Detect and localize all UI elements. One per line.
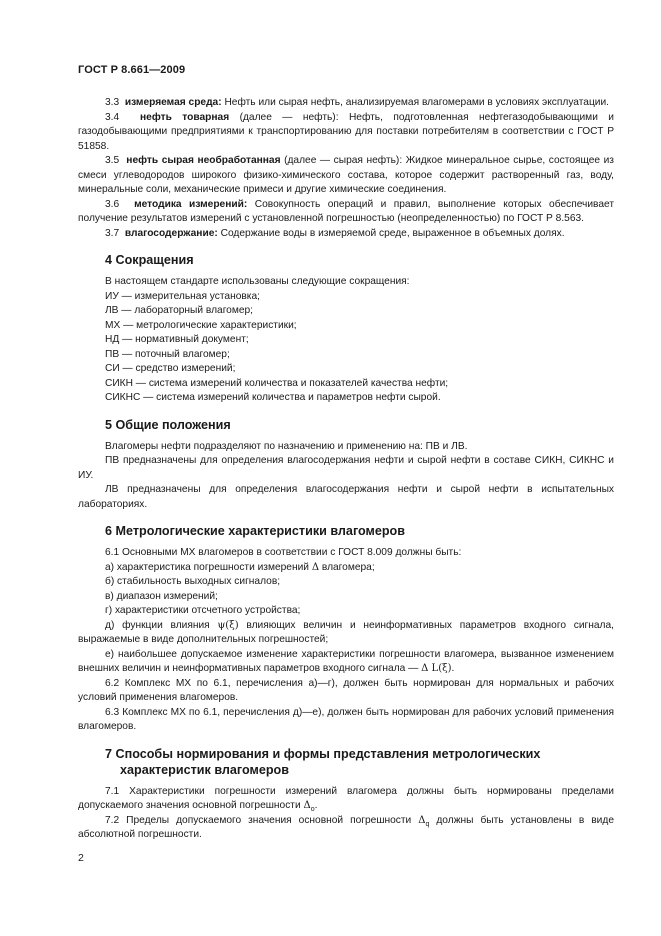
clause-text: . <box>314 800 318 811</box>
delta-symbol: Δ <box>418 814 426 826</box>
definition-text: (далее — сырая нефть): Жидкое минеральное сырье, состоящее из смеси углеводородов широкого физико-химического состава, которое содержит растворенный газ, воду, минеральные соли, механические примеси и другие химические соединения. <box>78 155 614 195</box>
clause-6-1-d <box>78 619 614 648</box>
section-7-title <box>78 746 614 778</box>
clause-text: влагомера; <box>319 561 375 573</box>
clause-text: д) функции влияния <box>105 619 218 631</box>
section-7-title-line: 7 Способы нормирования и формы представления метрологических <box>105 746 541 761</box>
section-6-title: 6 Метрологические характеристики влагомеров <box>105 524 405 538</box>
abbreviation-item: МХ — метрологические характеристики; <box>105 319 297 331</box>
document-code-header: ГОСТ Р 8.661—2009 <box>78 64 186 76</box>
definition-term: измеряемая среда: <box>124 97 222 108</box>
clause-7-1 <box>78 785 614 814</box>
clause-text: . <box>451 663 455 674</box>
definition-3-5 <box>78 154 614 198</box>
delta-symbol: Δ <box>311 561 320 573</box>
definition-term: влагосодержание: <box>124 227 218 239</box>
definition-3-7 <box>78 227 614 242</box>
definition-text: Совокупность операций и правил, выполнение которых обеспечивает получение результатов измерений с установленной погрешностью (неопределенностью) по ГОСТ Р 8.563. <box>78 198 614 224</box>
clause-6-3: 6.3 Комплекс МХ по 6.1, перечисления д)—е), должен быть нормирован для рабочих условий применения влагомеров. <box>78 706 614 732</box>
delta-l-symbol: Δ L(ξ) <box>421 663 452 674</box>
abbreviation-item: ИУ — измерительная установка; <box>105 290 260 302</box>
clause-text: 7.1 Характеристики погрешности измерений влагомера должны быть нормированы пределами допускаемого значения основной погрешности <box>78 785 614 811</box>
definition-number: 3.5 <box>105 155 120 166</box>
abbreviation-item: СИКН — система измерений количества и показателей качества нефти; <box>105 377 449 389</box>
delta-symbol: Δ <box>303 800 311 811</box>
clause-6-2: 6.2 Комплекс МХ по 6.1, перечисления а)—г), должен быть нормирован для нормальных и рабочих условий применения влагомеров. <box>78 677 614 703</box>
abbreviation-item: НД — нормативный документ; <box>105 334 249 345</box>
section-7-title-line: характеристик влагомеров <box>120 762 289 777</box>
clause-6-1-g: г) характеристики отсчетного устройства; <box>105 605 301 616</box>
definition-text: Содержание воды в измеряемой среде, выраженное в объемных долях. <box>220 227 565 239</box>
definition-3-6 <box>78 198 614 227</box>
definition-3-4 <box>78 111 614 155</box>
section-5-paragraph: ПВ предназначены для определения влагосодержания нефти и сырой нефти в составе СИКН, СИКНС и ИУ. <box>78 455 614 481</box>
clause-text: 7.2 Пределы допускаемого значения основной погрешности <box>105 814 419 826</box>
psi-symbol: ψ(ξ) <box>217 619 239 631</box>
section-5-paragraph: ЛВ предназначены для определения влагосодержания нефти и сырой нефти в испытательных лабораториях. <box>78 484 614 510</box>
section-5-title: 5 Общие положения <box>105 417 231 432</box>
clause-6-1-a <box>78 561 614 576</box>
definition-text: (далее — нефть): Нефть, подготовленная нефтегазодобывающими и газодобывающими предприятиями к транспортированию для поставки потребителям в соответствии с ГОСТ Р 51858. <box>78 111 614 152</box>
abbreviation-item: ЛВ — лабораторный влагомер; <box>105 305 254 316</box>
page-number: 2 <box>78 852 84 864</box>
clause-text: а) характеристика погрешности измерений <box>105 561 312 573</box>
clause-text: е) наибольшее допускаемое изменение характеристики погрешности влагомера, вызванное изменением внешних величин и неинформативных параметров входного сигнала — <box>78 648 614 674</box>
definition-number: 3.3 <box>105 97 120 108</box>
section-4-intro: В настоящем стандарте использованы следующие сокращения: <box>105 276 410 287</box>
clause-7-2 <box>78 814 614 843</box>
subscript: q <box>425 820 430 828</box>
definition-term: методика измерений: <box>134 198 248 210</box>
definition-number: 3.4 <box>105 111 120 123</box>
section-4-title: 4 Сокращения <box>105 253 194 267</box>
clause-text: влияющих величин и неинформативных параметров входного сигнала, выражаемые в виде дополнительных погрешностей; <box>78 619 614 645</box>
section-5-paragraph: Влагомеры нефти подразделяют по назначению и применению на: ПВ и ЛВ. <box>105 440 468 452</box>
definition-term: нефть товарная <box>140 111 230 123</box>
document-body <box>78 96 614 843</box>
clause-6-1-e <box>78 648 614 677</box>
abbreviation-item: СИ — средство измерений; <box>105 363 236 374</box>
definition-3-3 <box>78 96 614 111</box>
clause-6-1: 6.1 Основными МХ влагомеров в соответствии с ГОСТ 8.009 должны быть: <box>105 547 462 558</box>
definition-number: 3.6 <box>105 198 120 210</box>
definition-number: 3.7 <box>105 227 120 239</box>
clause-6-1-v: в) диапазон измерений; <box>105 590 218 602</box>
clause-text: должны быть установлены в виде абсолютной погрешности. <box>78 814 614 840</box>
abbreviation-item: СИКНС — система измерений количества и параметров нефти сырой. <box>105 392 441 403</box>
subscript: о <box>310 806 315 814</box>
definition-text: Нефть или сырая нефть, анализируемая влагомерами в условиях эксплуатации. <box>224 97 610 108</box>
clause-6-1-b: б) стабильность выходных сигналов; <box>105 576 281 587</box>
definition-term: нефть сырая необработанная <box>126 155 281 166</box>
abbreviation-item: ПВ — поточный влагомер; <box>105 348 230 360</box>
